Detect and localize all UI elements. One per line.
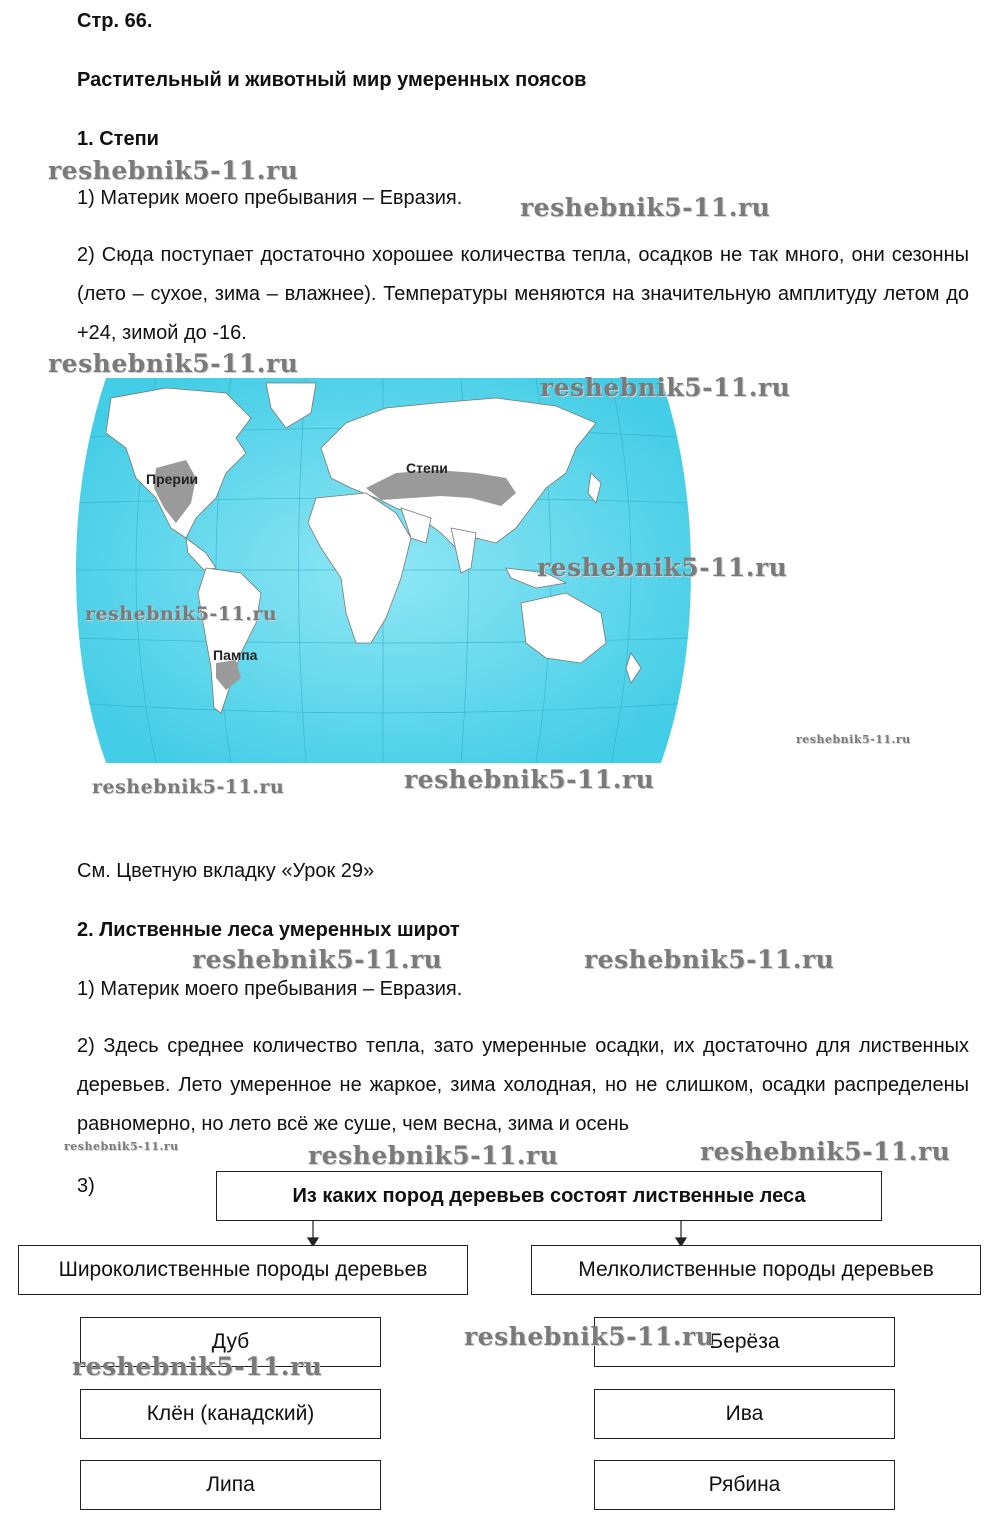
right-item-3: [594, 1460, 895, 1510]
right-item-3-label: Рябина: [708, 1473, 781, 1496]
right-item-2: [594, 1389, 895, 1439]
watermark: reshebnik5-11.ru: [584, 945, 835, 974]
left-item-2-label: Клён (канадский): [146, 1402, 315, 1425]
watermark: reshebnik5-11.ru: [48, 349, 299, 378]
watermark: reshebnik5-11.ru: [85, 603, 278, 625]
section1-item2: 2) Сюда поступает достаточно хорошее количества тепла, осадков не так много, они сезонны (лето – сухое, зима – влажнее). Температуры меняются на значительную амплитуду летом до +24, зимой до -16.: [77, 244, 969, 344]
watermark: reshebnik5-11.ru: [92, 776, 285, 798]
watermark: reshebnik5-11.ru: [308, 1141, 559, 1170]
section2-item2: 2) Здесь среднее количество тепла, зато умеренные осадки, их достаточно для лиственных деревьев. Лето умеренное не жаркое, зима холодная, но не слишком, осадки распределены равномерно, но лето всё же суше, чем весна, зима и осень: [77, 1035, 969, 1135]
diagram-right-branch: [531, 1245, 981, 1295]
diagram-root-box: [216, 1171, 882, 1221]
section2-heading: 2. Лиственные леса умеренных широт: [77, 919, 460, 941]
watermark: reshebnik5-11.ru: [796, 733, 911, 746]
diagram-root-label: Из каких пород деревьев состоят лиственные леса: [292, 1184, 806, 1207]
map-label-pampa: Пампа: [213, 647, 258, 663]
see-also-text: См. Цветную вкладку «Урок 29»: [77, 860, 375, 882]
watermark: reshebnik5-11.ru: [64, 1140, 179, 1153]
section1-heading: 1. Степи: [77, 128, 159, 150]
diagram-left-branch: [18, 1245, 468, 1295]
watermark: reshebnik5-11.ru: [540, 373, 791, 402]
watermark: reshebnik5-11.ru: [520, 193, 771, 222]
diagram-right-branch-label: Мелколиственные породы деревьев: [578, 1258, 934, 1281]
diagram-left-branch-label: Широколиственные породы деревьев: [58, 1258, 428, 1281]
section2-item3: 3): [77, 1175, 95, 1197]
right-item-1-label: Берёза: [709, 1330, 780, 1353]
watermark: reshebnik5-11.ru: [537, 553, 788, 582]
left-item-3-label: Липа: [206, 1473, 255, 1496]
watermark: reshebnik5-11.ru: [700, 1137, 951, 1166]
watermark: reshebnik5-11.ru: [72, 1352, 323, 1381]
section2-item1: 1) Материк моего пребывания – Евразия.: [77, 978, 463, 1000]
section1-item1: 1) Материк моего пребывания – Евразия.: [77, 187, 463, 209]
right-item-2-label: Ива: [725, 1402, 764, 1425]
map-label-steppes: Степи: [406, 460, 448, 476]
page-title: Стр. 66.: [77, 10, 153, 32]
left-item-3: [80, 1460, 381, 1510]
watermark: reshebnik5-11.ru: [404, 765, 655, 794]
watermark: reshebnik5-11.ru: [192, 945, 443, 974]
topic-title: Растительный и животный мир умеренных поясов: [77, 69, 587, 91]
map-label-prairies: Прерии: [146, 471, 199, 487]
left-item-1-label: Дуб: [211, 1330, 250, 1353]
watermark: reshebnik5-11.ru: [48, 156, 299, 185]
watermark: reshebnik5-11.ru: [464, 1322, 715, 1351]
left-item-2: [80, 1389, 381, 1439]
